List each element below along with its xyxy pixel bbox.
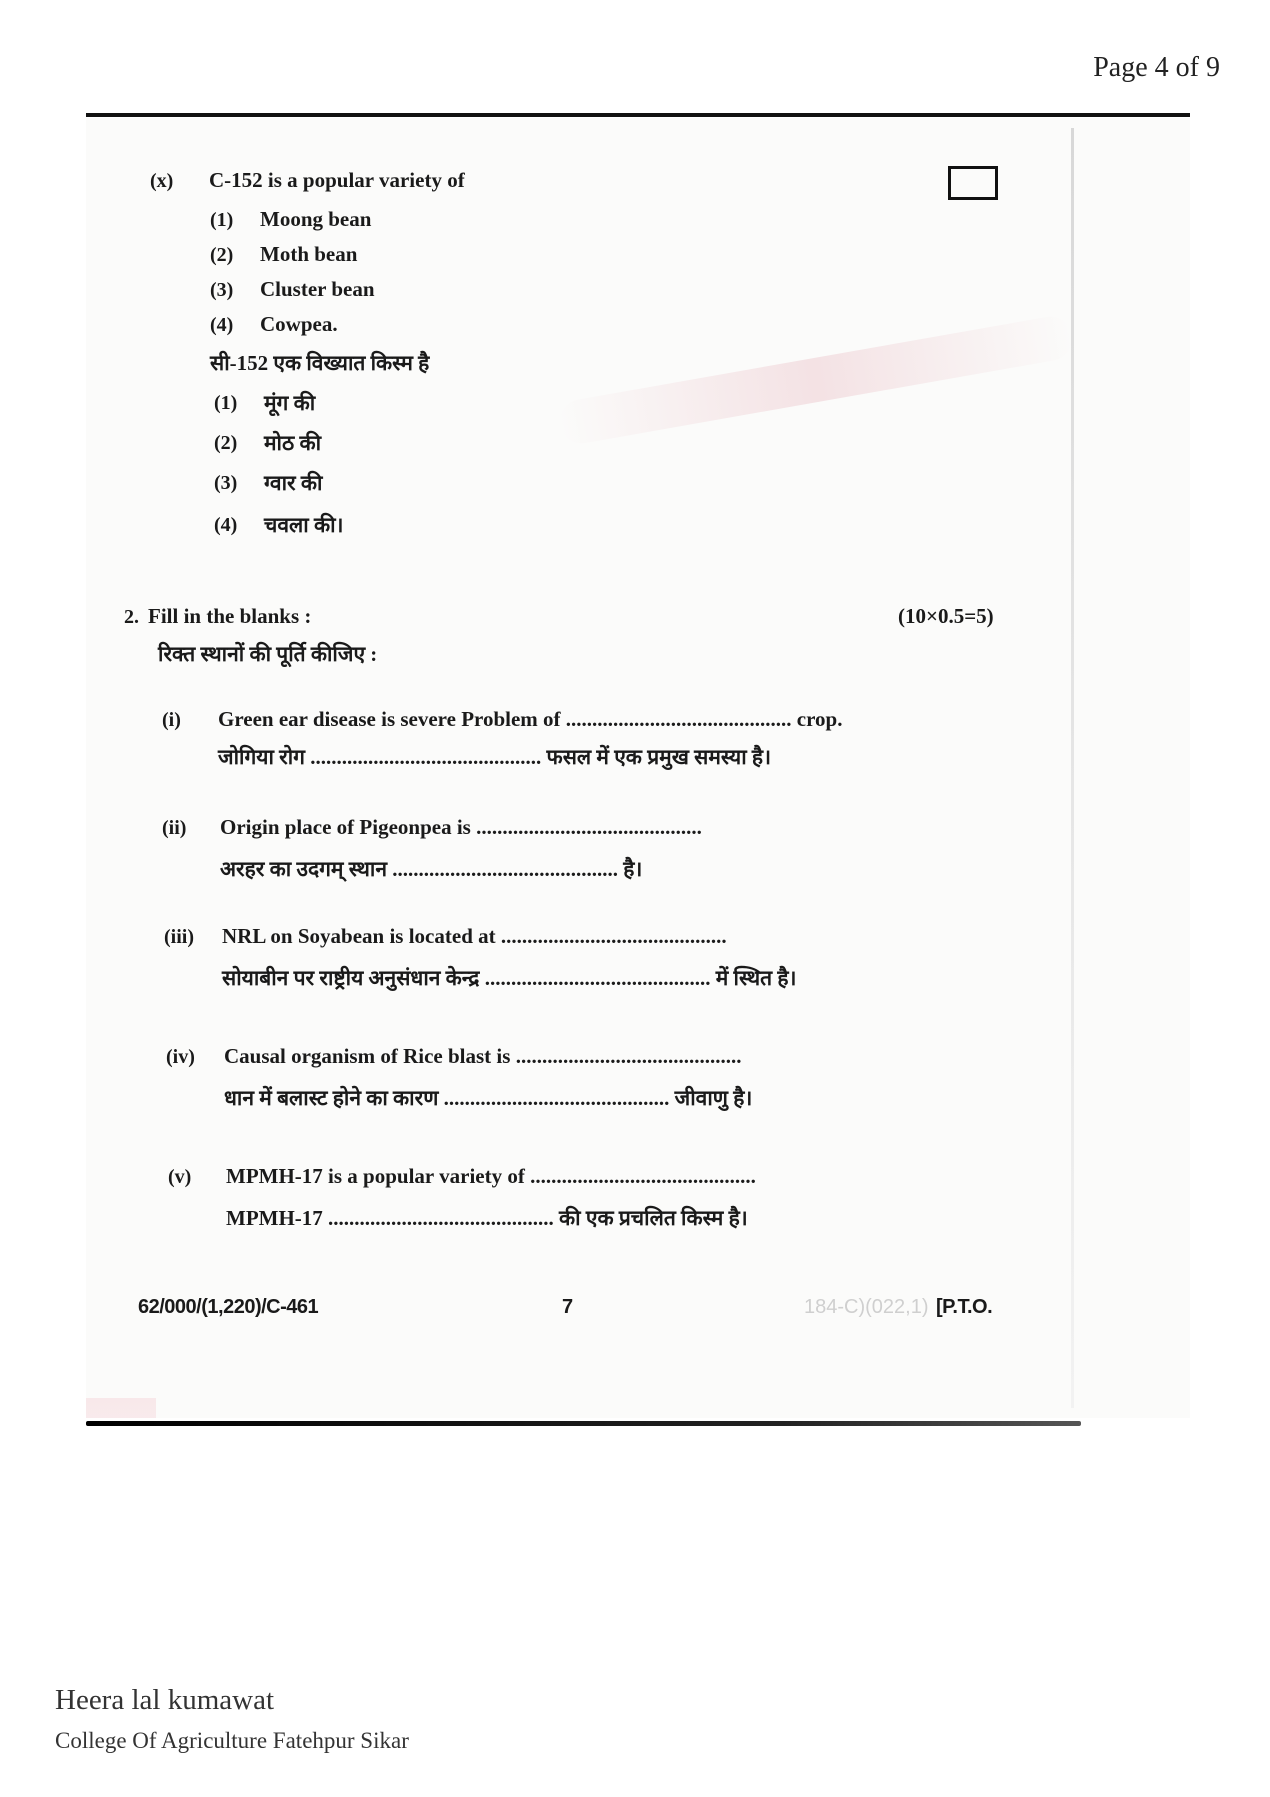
option-1-number: (1) xyxy=(210,209,234,231)
option-hi-4-number: (4) xyxy=(214,514,238,536)
blank-5-hi-dots: ........................................... xyxy=(328,1206,554,1230)
option-hi-1-number: (1) xyxy=(214,392,238,414)
blank-2-hi xyxy=(220,855,642,883)
option-hi-2-text: मोठ की xyxy=(264,431,322,455)
paper-code: 62/000/(1,220)/C-461 xyxy=(138,1296,319,1318)
blank-1-en xyxy=(218,707,843,732)
option-hi-3-number: (3) xyxy=(214,472,238,494)
blank-3-number: (iii) xyxy=(164,926,194,948)
question-2-number: 2. xyxy=(124,606,139,628)
blank-4-en-before: Causal organism of Rice blast is xyxy=(224,1044,511,1068)
scan-page-edge xyxy=(1071,128,1074,1408)
option-hi-2-number: (2) xyxy=(214,432,238,454)
option-2-number: (2) xyxy=(210,244,234,266)
pink-stain xyxy=(556,313,1076,447)
scanned-exam-page xyxy=(86,118,1190,1418)
blank-5-en-dots: ........................................... xyxy=(530,1164,756,1188)
blank-5-en-before: MPMH-17 is a popular variety of xyxy=(226,1164,525,1188)
option-3-number: (3) xyxy=(210,279,234,301)
option-3-text: Cluster bean xyxy=(260,277,375,301)
blank-2-en-dots: ........................................... xyxy=(476,815,702,839)
bottom-divider xyxy=(86,1421,1081,1426)
page-number: Page 4 of 9 xyxy=(1093,52,1220,83)
pto-label: [P.T.O. xyxy=(936,1296,993,1318)
pink-stain-lower xyxy=(86,1398,156,1418)
option-hi-4-text: चवला की। xyxy=(264,513,344,537)
blank-4-hi-before: धान में बलास्ट होने का कारण xyxy=(224,1086,439,1110)
option-hi-1-text: मूंग की xyxy=(264,391,316,415)
question-x-text-hi: सी-152 एक विख्यात किस्म है xyxy=(210,351,430,375)
blank-5-en xyxy=(226,1164,756,1189)
blank-1-hi-after: फसल में एक प्रमुख समस्या है। xyxy=(546,745,772,769)
option-2-text: Moth bean xyxy=(260,242,358,266)
scan-page-number: 7 xyxy=(562,1296,573,1318)
author-name: Heera lal kumawat xyxy=(55,1684,275,1716)
option-1-text: Moong bean xyxy=(260,207,372,231)
blank-5-hi-after: की एक प्रचलित किस्म है। xyxy=(559,1206,748,1230)
blank-3-hi xyxy=(222,964,796,992)
blank-3-en-dots: ........................................... xyxy=(500,924,727,948)
blank-2-hi-after: है। xyxy=(623,857,643,881)
blank-5-number: (v) xyxy=(168,1166,192,1188)
blank-4-hi xyxy=(224,1084,752,1112)
blank-4-number: (iv) xyxy=(166,1046,195,1068)
blank-3-hi-after: में स्थित है। xyxy=(715,966,797,990)
college-name: College Of Agriculture Fatehpur Sikar xyxy=(55,1728,409,1753)
blank-1-en-before: Green ear disease is severe Problem of xyxy=(218,707,561,731)
blank-1-en-dots: ........................................... xyxy=(565,707,792,731)
blank-2-en-before: Origin place of Pigeonpea is xyxy=(220,815,471,839)
question-2-title-hi: रिक्त स्थानों की पूर्ति कीजिए : xyxy=(158,642,378,666)
blank-4-hi-dots: ........................................... xyxy=(443,1086,670,1110)
blank-3-en-before: NRL on Soyabean is located at xyxy=(222,924,496,948)
blank-4-en-dots: ........................................... xyxy=(515,1044,742,1068)
option-4-text: Cowpea. xyxy=(260,312,338,336)
blank-5-hi-before: MPMH-17 xyxy=(226,1206,323,1230)
top-divider xyxy=(86,113,1190,117)
blank-3-en xyxy=(222,924,727,949)
blank-2-number: (ii) xyxy=(162,817,187,839)
question-x-number: (x) xyxy=(150,170,174,192)
blank-1-number: (i) xyxy=(162,709,181,731)
question-2-title-en: Fill in the blanks : xyxy=(148,604,312,628)
blank-4-en xyxy=(224,1044,741,1069)
option-4-number: (4) xyxy=(210,314,234,336)
question-2-marks: (10×0.5=5) xyxy=(898,604,994,628)
blank-1-en-after: crop. xyxy=(796,707,843,731)
blank-2-en xyxy=(220,815,702,840)
option-hi-3-text: ग्वार की xyxy=(264,471,323,495)
blank-5-hi xyxy=(226,1204,748,1232)
blank-3-hi-before: सोयाबीन पर राष्ट्रीय अनुसंधान केन्द्र xyxy=(222,966,480,990)
blank-4-hi-after: जीवाणु है। xyxy=(674,1086,753,1110)
blank-1-hi-dots: ............................................ xyxy=(310,745,542,769)
blank-1-hi-before: जोगिया रोग xyxy=(218,745,306,769)
answer-box xyxy=(948,166,998,200)
blank-2-hi-before: अरहर का उदगम् स्थान xyxy=(220,857,387,881)
blank-3-hi-dots: ........................................... xyxy=(484,966,711,990)
blank-1-hi xyxy=(218,743,771,771)
blank-2-hi-dots: ........................................... xyxy=(392,857,618,881)
paper-code-faint: 184-C)(022,1) xyxy=(804,1296,929,1318)
question-x-text-en: C-152 is a popular variety of xyxy=(209,168,465,192)
